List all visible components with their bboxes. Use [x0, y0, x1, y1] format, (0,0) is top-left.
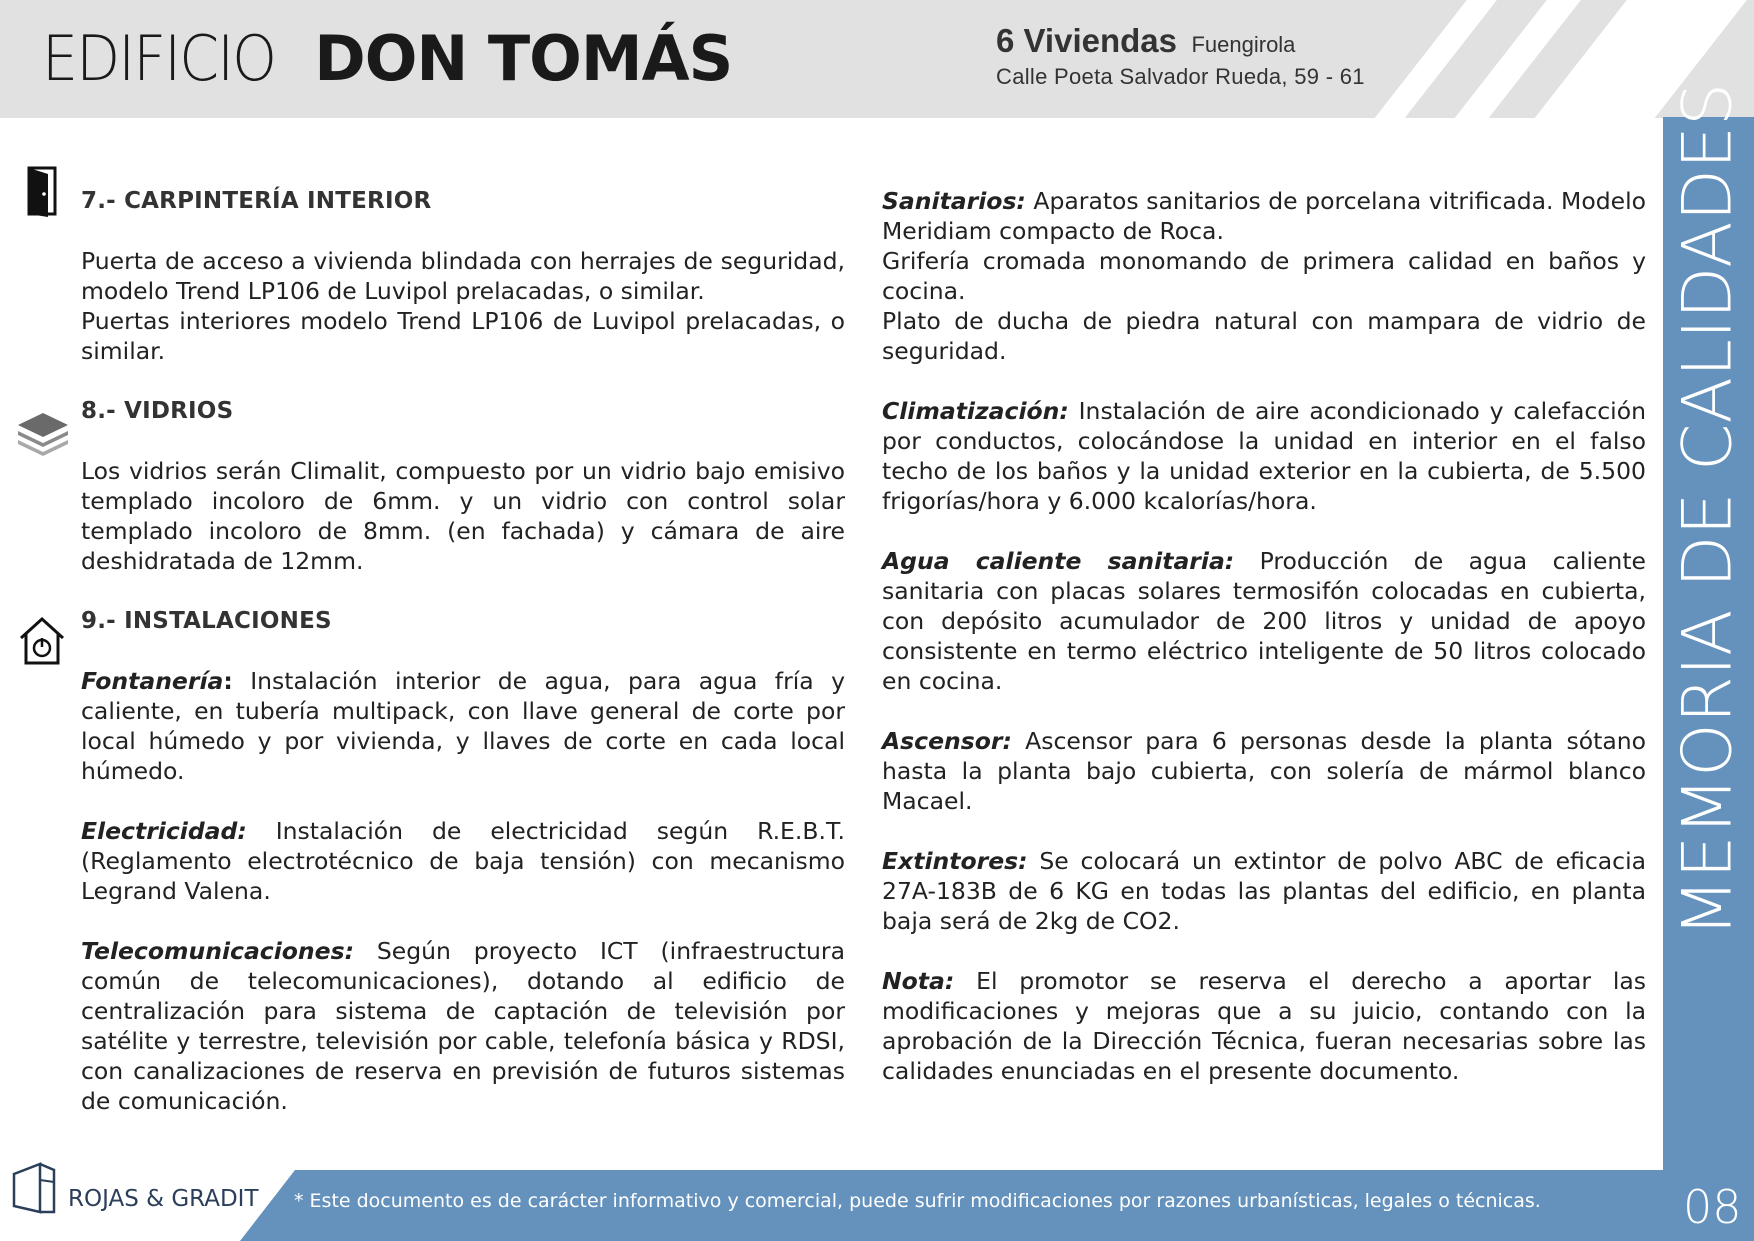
units-count: 6 Viviendas [996, 22, 1178, 59]
street-address: Calle Poeta Salvador Rueda, 59 - 61 [996, 64, 1365, 89]
fontaneria-paragraph [81, 666, 845, 786]
project-title [42, 24, 732, 94]
sanitarios-term: Sanitarios: [882, 187, 1026, 215]
plato-paragraph: Plato de ducha de piedra natural con mampara de vidrio de seguridad. [882, 307, 1646, 365]
sanitarios-paragraph [882, 186, 1646, 246]
electricidad-paragraph [81, 816, 845, 906]
city-name: Fuengirola [1191, 32, 1296, 57]
glass-layers-icon [16, 411, 70, 457]
acs-term: Agua caliente sanitaria: [882, 547, 1235, 575]
section-9-title: 9.- INSTALACIONES [81, 608, 332, 634]
extintores-paragraph [882, 846, 1646, 936]
acs-paragraph [882, 546, 1646, 696]
title-bold: DON TOMÁS [314, 22, 733, 95]
ascensor-paragraph [882, 726, 1646, 816]
section-8-title: 8.- VIDRIOS [81, 398, 234, 424]
ascensor-text: Ascensor para 6 personas desde la planta sótano hasta la planta bajo cubierta, con solería de mármol blanco Macael. [882, 727, 1646, 815]
page-number: 08 [1683, 1180, 1742, 1234]
ascensor-term: Ascensor: [882, 727, 1012, 755]
footer-disclaimer: * Este documento es de carácter informativo y comercial, puede sufrir modificaciones por razones urbanísticas, legales o técnicas. [294, 1190, 1541, 1212]
sanitarios-text: Aparatos sanitarios de porcelana vitrificada. Modelo Meridiam compacto de Roca. [882, 187, 1646, 245]
electricidad-text: Instalación de electricidad según R.E.B.T. (Reglamento electrotécnico de baja tensión) con mecanismo Legrand Valena. [81, 817, 845, 905]
fontaneria-colon: : [223, 667, 233, 695]
fontaneria-text: Instalación interior de agua, para agua fría y caliente, en tubería multipack, con llave general de corte por local húmedo y por vivienda, y llaves de corte en cada local húmedo. [81, 667, 845, 785]
climatizacion-term: Climatización: [882, 397, 1069, 425]
door-icon [26, 166, 60, 218]
section-8-paragraph: Los vidrios serán Climalit, compuesto por un vidrio bajo emisivo templado incoloro de 6mm. y un vidrio con control solar templado incoloro de 8mm. (en fachada) y cámara de aire deshidratada de 12mm. [81, 457, 845, 575]
climatizacion-paragraph [882, 396, 1646, 516]
acs-text: Producción de agua caliente sanitaria con placas solares termosifón colocadas en cubierta, con depósito acumulador de 200 litros y unidad de apoyo consistente en termo eléctrico inteligente de 50 litros colocado en cocina. [882, 547, 1646, 695]
fontaneria-term: Fontanería [81, 667, 224, 695]
rojas-gradit-logo-icon [10, 1160, 70, 1216]
climatizacion-text: Instalación de aire acondicionado y calefacción por conductos, colocándose la unidad en interior en el falso techo de los baños y la unidad exterior en la cubierta, de 5.500 frigorías/hora y 6.000 kcalorías/hora. [882, 397, 1646, 515]
right-column [882, 186, 1646, 1086]
title-light: EDIFICIO [42, 22, 276, 95]
project-info [996, 22, 1365, 90]
extintores-term: Extintores: [882, 847, 1028, 875]
section-7-paragraph: Puertas interiores modelo Trend LP106 de Luvipol prelacadas, o similar. [81, 307, 845, 365]
electricidad-term: Electricidad: [81, 817, 247, 845]
section-7-paragraph: Puerta de acceso a vivienda blindada con herrajes de seguridad, modelo Trend LP106 de Luvipol prelacadas, o similar. [81, 247, 845, 305]
telecom-text: Según proyecto ICT (infraestructura común de telecomunicaciones), dotando al edificio de centralización para sistema de captación de televisión por satélite y terrestre, televisión por cable, telefonía básica y RDSI, con canalizaciones de reserva en previsión de futuros sistemas de comunicación. [81, 937, 845, 1115]
telecom-term: Telecomunicaciones: [81, 937, 354, 965]
griferia-paragraph: Grifería cromada monomando de primera calidad en baños y cocina. [882, 247, 1646, 305]
side-title: MEMORIA DE CALIDADES [1668, 82, 1748, 938]
nota-paragraph [882, 966, 1646, 1086]
smart-home-icon [18, 616, 66, 666]
logo-text: ROJAS & GRADIT [68, 1186, 259, 1212]
nota-text: El promotor se reserva el derecho a aportar las modificaciones y mejoras que a su juicio, contando con la aprobación de la Dirección Técnica, fueran necesarias sobre las calidades enunciadas en el presente documento. [882, 967, 1646, 1085]
extintores-text: Se colocará un extintor de polvo ABC de eficacia 27A-183B de 6 KG en todas las plantas del edificio, en planta baja será de 2kg de CO2. [882, 847, 1646, 935]
telecom-paragraph [81, 936, 845, 1116]
section-7-title: 7.- CARPINTERÍA INTERIOR [81, 188, 432, 214]
nota-term: Nota: [882, 967, 955, 995]
left-column [81, 186, 845, 1116]
